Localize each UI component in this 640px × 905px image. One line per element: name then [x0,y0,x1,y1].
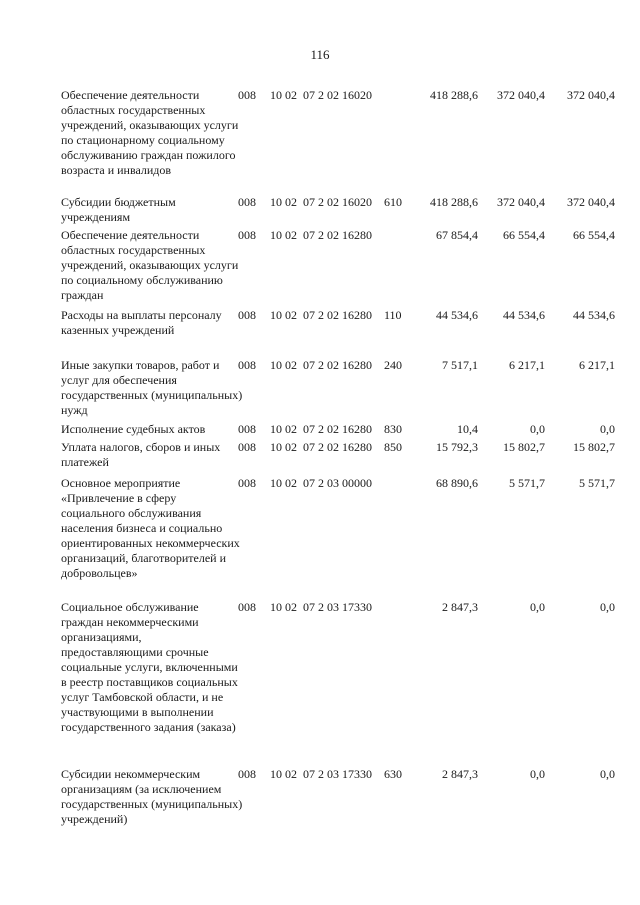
ministry-code: 008 [238,767,256,781]
section-code: 10 02 [270,476,297,490]
section-code: 10 02 [270,767,297,781]
target-article-code: 07 2 02 16280 [303,422,372,436]
amount-col-1: 7 517,1 [442,358,478,372]
amount-col-1: 68 890,6 [436,476,478,490]
ministry-code: 008 [238,476,256,490]
row-name: Расходы на выплаты персоналу казенных учреждений [61,308,222,337]
amount-col-3: 44 534,6 [573,308,615,322]
expense-type-code: 110 [384,308,402,322]
amount-col-3: 0,0 [600,767,615,781]
amount-col-2: 372 040,4 [497,195,545,209]
section-code: 10 02 [270,358,297,372]
section-code: 10 02 [270,88,297,102]
row-name: Основное мероприятие «Привлечение в сферу социального обслуживания населения бизнеса и социально ориентированных некоммерческих организаций, благотворителей и добровольцев» [61,476,240,580]
row-name: Уплата налогов, сборов и иных платежей [61,440,221,469]
amount-col-2: 0,0 [530,600,545,614]
expense-type-code: 830 [384,422,402,436]
ministry-code: 008 [238,422,256,436]
target-article-code: 07 2 02 16280 [303,228,372,242]
ministry-code: 008 [238,440,256,454]
ministry-code: 008 [238,600,256,614]
expense-type-code: 850 [384,440,402,454]
section-code: 10 02 [270,422,297,436]
section-code: 10 02 [270,600,297,614]
ministry-code: 008 [238,88,256,102]
expense-type-code: 630 [384,767,402,781]
expense-type-code: 610 [384,195,402,209]
target-article-code: 07 2 02 16280 [303,440,372,454]
ministry-code: 008 [238,195,256,209]
page-number: 116 [310,47,330,62]
amount-col-1: 418 288,6 [430,195,478,209]
row-name: Субсидии бюджетным учреждениям [61,195,176,224]
amount-col-2: 0,0 [530,767,545,781]
amount-col-3: 5 571,7 [579,476,615,490]
target-article-code: 07 2 02 16280 [303,308,372,322]
target-article-code: 07 2 03 17330 [303,767,372,781]
target-article-code: 07 2 02 16020 [303,195,372,209]
amount-col-3: 66 554,4 [573,228,615,242]
amount-col-2: 66 554,4 [503,228,545,242]
amount-col-2: 0,0 [530,422,545,436]
amount-col-3: 372 040,4 [567,195,615,209]
row-name: Социальное обслуживание граждан некоммерческими организациями, предоставляющими срочные социальные услуги, включенными в реестр поставщиков социальных услуг Тамбовской области, и не участвующими в выполнении государственного задания (заказа) [61,600,238,734]
target-article-code: 07 2 02 16020 [303,88,372,102]
expense-type-code: 240 [384,358,402,372]
amount-col-3: 15 802,7 [573,440,615,454]
section-code: 10 02 [270,228,297,242]
section-code: 10 02 [270,195,297,209]
ministry-code: 008 [238,358,256,372]
amount-col-2: 6 217,1 [509,358,545,372]
target-article-code: 07 2 02 16280 [303,358,372,372]
section-code: 10 02 [270,440,297,454]
amount-col-2: 44 534,6 [503,308,545,322]
amount-col-3: 0,0 [600,600,615,614]
amount-col-1: 15 792,3 [436,440,478,454]
amount-col-2: 5 571,7 [509,476,545,490]
row-name: Исполнение судебных актов [61,422,206,436]
row-name: Обеспечение деятельности областных государственных учреждений, оказывающих услуги по социальному обслуживанию граждан [61,228,239,302]
row-name: Обеспечение деятельности областных государственных учреждений, оказывающих услуги по стационарному социальному обслуживанию граждан пожилого возраста и инвалидов [61,88,239,177]
amount-col-3: 372 040,4 [567,88,615,102]
target-article-code: 07 2 03 17330 [303,600,372,614]
target-article-code: 07 2 03 00000 [303,476,372,490]
amount-col-1: 67 854,4 [436,228,478,242]
amount-col-2: 372 040,4 [497,88,545,102]
row-name: Иные закупки товаров, работ и услуг для обеспечения государственных (муниципальных) нужд [61,358,243,417]
ministry-code: 008 [238,228,256,242]
amount-col-2: 15 802,7 [503,440,545,454]
ministry-code: 008 [238,308,256,322]
amount-col-1: 2 847,3 [442,600,478,614]
amount-col-1: 44 534,6 [436,308,478,322]
amount-col-1: 418 288,6 [430,88,478,102]
amount-col-3: 0,0 [600,422,615,436]
amount-col-3: 6 217,1 [579,358,615,372]
amount-col-1: 10,4 [457,422,478,436]
section-code: 10 02 [270,308,297,322]
amount-col-1: 2 847,3 [442,767,478,781]
row-name: Субсидии некоммерческим организациям (за исключением государственных (муниципальных) учреждений) [61,767,243,826]
